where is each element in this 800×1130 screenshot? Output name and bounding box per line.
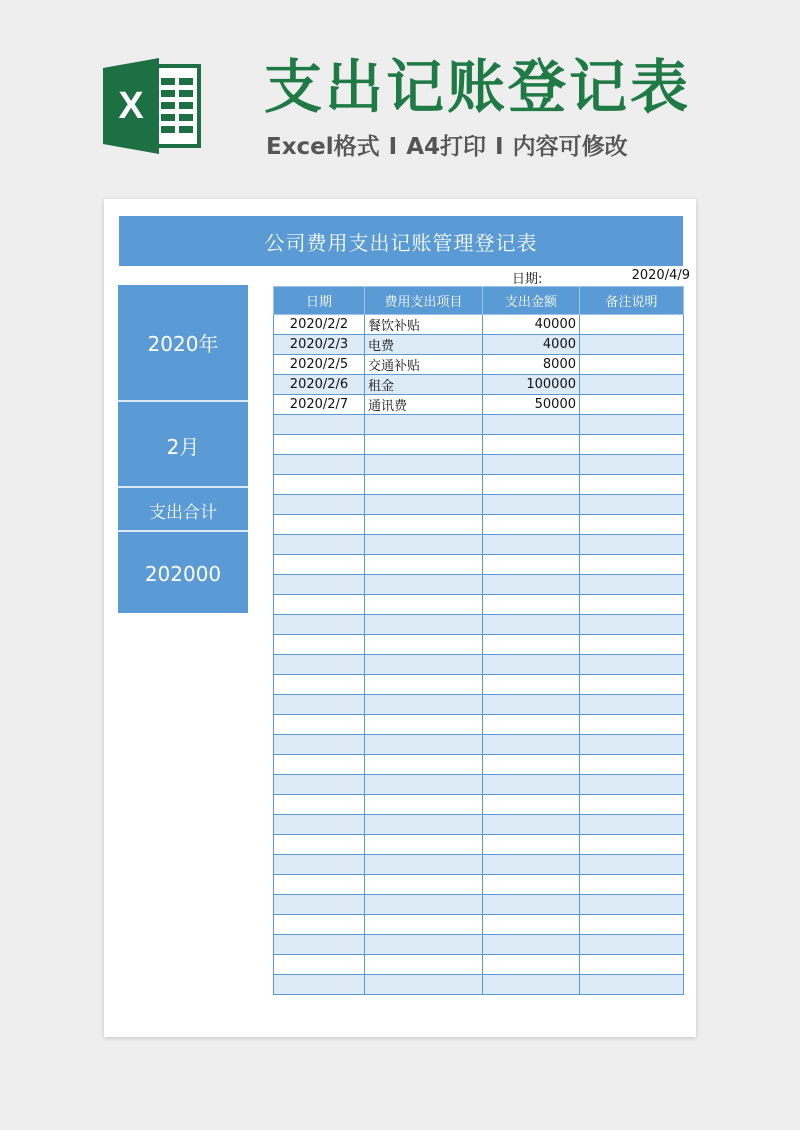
cell-amount[interactable] [483,575,580,595]
cell-item[interactable] [365,715,483,735]
cell-item[interactable] [365,955,483,975]
cell-date[interactable] [274,575,365,595]
cell-amount[interactable] [483,415,580,435]
column-header-amount: 支出金额 [483,287,580,315]
summary-panel [118,285,248,613]
cell-note[interactable] [580,335,684,355]
cell-date[interactable] [274,655,365,675]
cell-item[interactable] [365,855,483,875]
cell-note[interactable] [580,775,684,795]
excel-logo-icon [103,58,203,154]
cell-note[interactable] [580,355,684,375]
cell-amount[interactable] [483,615,580,635]
cell-note[interactable] [580,815,684,835]
cell-amount[interactable] [483,755,580,775]
cell-date[interactable] [274,975,365,995]
table-row-empty [274,435,684,455]
cell-date[interactable] [274,635,365,655]
cell-amount[interactable] [483,955,580,975]
table-row-empty [274,895,684,915]
table-row-empty [274,575,684,595]
table-header-row [274,287,684,315]
table-row-empty [274,955,684,975]
cell-amount[interactable] [483,875,580,895]
cell-amount[interactable]: 8000 [483,355,580,375]
table-row-empty [274,735,684,755]
cell-date[interactable] [274,695,365,715]
table-row-empty [274,595,684,615]
table-row-empty [274,715,684,735]
cell-item[interactable] [365,595,483,615]
cell-amount[interactable]: 100000 [483,375,580,395]
cell-amount[interactable] [483,515,580,535]
table-row-empty [274,655,684,675]
cell-item[interactable] [365,615,483,635]
cell-date[interactable]: 2020/2/7 [274,395,365,415]
summary-divider [118,530,248,532]
cell-date[interactable] [274,895,365,915]
cell-item[interactable] [365,655,483,675]
cell-item[interactable] [365,575,483,595]
cell-amount[interactable] [483,655,580,675]
cell-amount[interactable] [483,455,580,475]
cell-note[interactable] [580,935,684,955]
table-row-empty [274,875,684,895]
summary-total-value[interactable]: 202000 [144,561,222,586]
cell-item[interactable] [365,735,483,755]
cell-item[interactable] [365,455,483,475]
cell-item[interactable] [365,935,483,955]
cell-date[interactable] [274,675,365,695]
cell-item[interactable] [365,555,483,575]
table-row [274,375,684,395]
cell-date[interactable] [274,855,365,875]
cell-item[interactable] [365,415,483,435]
cell-item[interactable] [365,475,483,495]
table-row [274,355,684,375]
cell-amount[interactable] [483,775,580,795]
cell-note[interactable] [580,575,684,595]
cell-amount[interactable] [483,435,580,455]
table-row-empty [274,615,684,635]
table-row-empty [274,635,684,655]
cell-date[interactable] [274,595,365,615]
table-row-empty [274,475,684,495]
cell-note[interactable] [580,395,684,415]
cell-note[interactable] [580,515,684,535]
cell-item[interactable] [365,495,483,515]
cell-date[interactable] [274,735,365,755]
cell-date[interactable] [274,915,365,935]
page-title: 支出记账登记表 [264,53,692,121]
cell-date[interactable] [274,495,365,515]
cell-date[interactable] [274,455,365,475]
table-row [274,315,684,335]
table-row-empty [274,555,684,575]
cell-note[interactable] [580,635,684,655]
cell-item[interactable] [365,915,483,935]
cell-amount[interactable] [483,855,580,875]
cell-date[interactable]: 2020/2/5 [274,355,365,375]
cell-amount[interactable] [483,915,580,935]
cell-note[interactable] [580,415,684,435]
cell-note[interactable] [580,975,684,995]
summary-divider [118,486,248,488]
cell-date[interactable] [274,795,365,815]
cell-amount[interactable] [483,735,580,755]
table-row-empty [274,835,684,855]
cell-note[interactable] [580,615,684,635]
spreadsheet-page [104,199,696,1037]
cell-item[interactable]: 通讯费 [365,395,483,415]
cell-item[interactable] [365,635,483,655]
cell-note[interactable] [580,955,684,975]
cell-item[interactable] [365,875,483,895]
cell-date[interactable] [274,715,365,735]
cell-item[interactable] [365,675,483,695]
cell-note[interactable] [580,855,684,875]
cell-amount[interactable]: 50000 [483,395,580,415]
cell-amount[interactable]: 40000 [483,315,580,335]
cell-note[interactable] [580,495,684,515]
cell-note[interactable] [580,535,684,555]
cell-date[interactable] [274,835,365,855]
table-row-empty [274,455,684,475]
table-row [274,395,684,415]
cell-date[interactable] [274,955,365,975]
cell-note[interactable] [580,455,684,475]
cell-note[interactable] [580,915,684,935]
cell-item[interactable] [365,975,483,995]
table-row-empty [274,855,684,875]
cell-date[interactable]: 2020/2/6 [274,375,365,395]
cell-note[interactable] [580,735,684,755]
cell-date[interactable] [274,875,365,895]
cell-item[interactable]: 租金 [365,375,483,395]
table-row-empty [274,775,684,795]
cell-amount[interactable] [483,695,580,715]
cell-amount[interactable] [483,895,580,915]
table-row-empty [274,755,684,775]
cell-item[interactable] [365,795,483,815]
cell-item[interactable] [365,895,483,915]
cell-date[interactable] [274,935,365,955]
cell-date[interactable] [274,435,365,455]
cell-amount[interactable] [483,815,580,835]
cell-amount[interactable] [483,595,580,615]
cell-note[interactable] [580,835,684,855]
cell-date[interactable]: 2020/2/2 [274,315,365,335]
subtitle [266,128,628,161]
table-row-empty [274,815,684,835]
cell-note[interactable] [580,555,684,575]
cell-note[interactable] [580,695,684,715]
date-value[interactable]: 2020/4/9 [631,268,690,283]
date-label: 日期: [512,272,543,287]
cell-item[interactable] [365,695,483,715]
summary-divider [118,400,248,402]
cell-note[interactable] [580,595,684,615]
cell-item[interactable] [365,535,483,555]
cell-amount[interactable] [483,835,580,855]
subtitle-separator: I [495,134,504,160]
sheet-title: 公司费用支出记账管理登记表 [119,216,683,266]
summary-total-label: 支出合计 [149,502,217,523]
cell-date[interactable] [274,475,365,495]
cell-date[interactable] [274,755,365,775]
expense-table [273,286,684,995]
cell-amount[interactable] [483,635,580,655]
cell-item[interactable]: 电费 [365,335,483,355]
cell-item[interactable] [365,835,483,855]
table-row-empty [274,695,684,715]
cell-date[interactable] [274,415,365,435]
table-row-empty [274,795,684,815]
cell-date[interactable] [274,515,365,535]
excel-logo-letter: X [118,85,144,127]
subtitle-editable: 内容可修改 [512,134,628,160]
cell-date[interactable] [274,535,365,555]
cell-note[interactable] [580,875,684,895]
cell-item[interactable] [365,515,483,535]
table-row-empty [274,915,684,935]
cell-amount[interactable] [483,555,580,575]
table-row-empty [274,415,684,435]
cell-date[interactable] [274,555,365,575]
cell-note[interactable] [580,655,684,675]
cell-note[interactable] [580,375,684,395]
cell-item[interactable]: 交通补贴 [365,355,483,375]
cell-date[interactable]: 2020/2/3 [274,335,365,355]
cell-item[interactable]: 餐饮补贴 [365,315,483,335]
cell-amount[interactable] [483,975,580,995]
column-header-date: 日期 [274,287,365,315]
table-row-empty [274,535,684,555]
cell-date[interactable] [274,615,365,635]
cell-note[interactable] [580,895,684,915]
cell-amount[interactable] [483,675,580,695]
cell-amount[interactable] [483,475,580,495]
cell-item[interactable] [365,815,483,835]
cell-amount[interactable] [483,715,580,735]
cell-note[interactable] [580,675,684,695]
expense-table-wrap [273,286,684,995]
cell-item[interactable] [365,755,483,775]
cell-amount[interactable] [483,535,580,555]
cell-date[interactable] [274,815,365,835]
cell-note[interactable] [580,715,684,735]
cell-amount[interactable] [483,795,580,815]
table-row-empty [274,515,684,535]
table-body [274,315,684,995]
cell-amount[interactable] [483,935,580,955]
table-row-empty [274,935,684,955]
cell-note[interactable] [580,475,684,495]
subtitle-separator: I [388,134,398,160]
cell-note[interactable] [580,315,684,335]
summary-year[interactable]: 2020年 [147,332,219,356]
cell-note[interactable] [580,795,684,815]
cell-amount[interactable] [483,495,580,515]
table-row-empty [274,675,684,695]
cell-note[interactable] [580,435,684,455]
table-row [274,335,684,355]
cell-note[interactable] [580,755,684,775]
cell-amount[interactable]: 4000 [483,335,580,355]
cell-date[interactable] [274,775,365,795]
cell-item[interactable] [365,775,483,795]
subtitle-print: A4打印 [406,134,487,160]
summary-month[interactable]: 2月 [166,434,200,459]
table-row-empty [274,975,684,995]
column-header-note: 备注说明 [580,287,684,315]
cell-item[interactable] [365,435,483,455]
column-header-item: 费用支出项目 [365,287,483,315]
table-row-empty [274,495,684,515]
subtitle-format: Excel格式 [266,134,380,160]
